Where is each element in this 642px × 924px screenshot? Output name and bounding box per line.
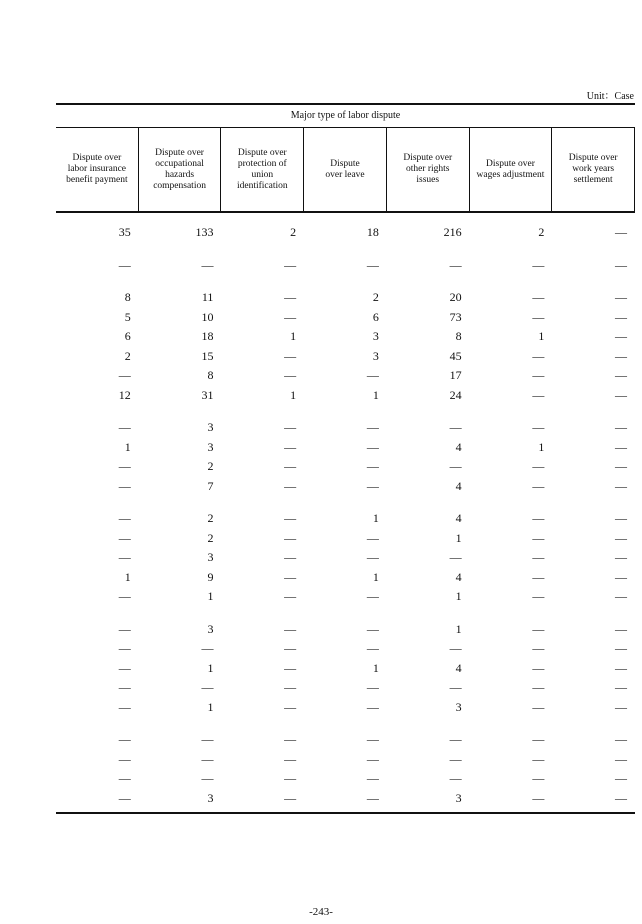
table-cell: — xyxy=(532,699,545,714)
table-row xyxy=(56,789,635,809)
table-cell: 3 xyxy=(207,550,214,565)
table-row xyxy=(56,256,635,276)
table-cell: — xyxy=(284,699,297,714)
table-cell: 3 xyxy=(207,420,214,435)
table-cell: — xyxy=(532,387,545,402)
table-row xyxy=(56,347,635,367)
table-cell: — xyxy=(532,290,545,305)
table-cell: 10 xyxy=(201,309,214,324)
table-cell: — xyxy=(615,589,628,604)
table-cell: — xyxy=(615,699,628,714)
table-cell: — xyxy=(615,439,628,454)
table-cell: 35 xyxy=(118,225,131,240)
table-cell: 133 xyxy=(195,225,214,240)
table-cell: — xyxy=(615,732,628,747)
table-cell: — xyxy=(284,621,297,636)
table-cell: — xyxy=(615,387,628,402)
table-row xyxy=(56,308,635,328)
table-cell: — xyxy=(532,368,545,383)
table-cell: — xyxy=(532,680,545,695)
table-cell: — xyxy=(201,257,214,272)
table-cell: — xyxy=(449,732,462,747)
table-cell: — xyxy=(532,771,545,786)
table-row xyxy=(56,639,635,659)
table-cell: — xyxy=(532,589,545,604)
table-cell: 3 xyxy=(372,348,379,363)
table-cell: 1 xyxy=(372,660,379,675)
table-row xyxy=(56,477,635,497)
table-cell: — xyxy=(532,569,545,584)
table-cell: 1 xyxy=(372,511,379,526)
table-cell: — xyxy=(118,621,131,636)
table-cell: 12 xyxy=(118,387,131,402)
column-header: Dispute over leave xyxy=(303,128,386,211)
table-cell: 15 xyxy=(201,348,214,363)
table-cell: 1 xyxy=(538,329,545,344)
table-cell: — xyxy=(201,771,214,786)
column-headers xyxy=(56,128,635,213)
table-cell: — xyxy=(449,641,462,656)
table-cell: — xyxy=(532,530,545,545)
table-cell: 4 xyxy=(455,660,462,675)
table-cell: 7 xyxy=(207,478,214,493)
table-cell: — xyxy=(201,680,214,695)
table-cell: — xyxy=(366,530,379,545)
table-cell: 8 xyxy=(207,368,214,383)
table-cell: — xyxy=(366,589,379,604)
table-row xyxy=(56,568,635,588)
table-row xyxy=(56,769,635,789)
table-cell: — xyxy=(366,751,379,766)
table-cell: — xyxy=(284,478,297,493)
column-header: Dispute over protection of union identification xyxy=(220,128,303,211)
table-cell: 45 xyxy=(449,348,462,363)
table-row xyxy=(56,698,635,718)
page-number: -243- xyxy=(309,906,333,918)
table-cell: — xyxy=(366,368,379,383)
group-spacer xyxy=(56,496,635,509)
table-cell: — xyxy=(532,257,545,272)
table-cell: 1 xyxy=(124,569,131,584)
table-cell: 1 xyxy=(124,439,131,454)
table-row xyxy=(56,223,635,243)
table-cell: 3 xyxy=(372,329,379,344)
table-cell: — xyxy=(118,589,131,604)
table-cell: — xyxy=(532,621,545,636)
table-row xyxy=(56,750,635,770)
table-cell: — xyxy=(449,257,462,272)
table-cell: 9 xyxy=(207,569,214,584)
table-cell: — xyxy=(615,368,628,383)
table-cell: 2 xyxy=(538,225,545,240)
group-spacer xyxy=(56,717,635,730)
table-cell: — xyxy=(284,589,297,604)
table-cell: — xyxy=(615,790,628,805)
table-cell: — xyxy=(284,569,297,584)
labor-dispute-table xyxy=(56,103,635,814)
table-cell: 17 xyxy=(449,368,462,383)
column-header: Dispute over occupational hazards compensation xyxy=(138,128,221,211)
table-cell: 18 xyxy=(201,329,214,344)
table-cell: — xyxy=(449,459,462,474)
table-cell: — xyxy=(118,660,131,675)
table-cell: — xyxy=(366,257,379,272)
table-row xyxy=(56,457,635,477)
column-header: Dispute over work years settlement xyxy=(551,128,635,211)
table-cell: — xyxy=(366,621,379,636)
table-cell: — xyxy=(615,478,628,493)
table-cell: — xyxy=(615,420,628,435)
table-cell: 1 xyxy=(455,621,462,636)
table-cell: — xyxy=(615,550,628,565)
table-cell: — xyxy=(532,511,545,526)
table-cell: — xyxy=(118,550,131,565)
table-cell: — xyxy=(284,641,297,656)
table-cell: — xyxy=(449,680,462,695)
table-row xyxy=(56,730,635,750)
table-cell: — xyxy=(366,732,379,747)
table-row xyxy=(56,587,635,607)
table-cell: — xyxy=(284,290,297,305)
table-row xyxy=(56,620,635,640)
table-cell: — xyxy=(532,660,545,675)
table-cell: — xyxy=(284,732,297,747)
table-row xyxy=(56,678,635,698)
table-cell: 2 xyxy=(124,348,131,363)
table-cell: — xyxy=(284,530,297,545)
table-cell: — xyxy=(284,660,297,675)
table-cell: — xyxy=(284,680,297,695)
table-cell: 2 xyxy=(290,225,297,240)
table-row xyxy=(56,366,635,386)
table-cell: — xyxy=(366,680,379,695)
group-spacer xyxy=(56,405,635,418)
column-header: Dispute over labor insurance benefit payment xyxy=(66,153,128,185)
table-cell: — xyxy=(366,420,379,435)
table-cell: 2 xyxy=(372,290,379,305)
table-cell: 2 xyxy=(207,511,214,526)
table-cell: — xyxy=(366,478,379,493)
table-cell: 4 xyxy=(455,511,462,526)
table-cell: — xyxy=(284,257,297,272)
table-cell: — xyxy=(284,459,297,474)
table-cell: — xyxy=(449,420,462,435)
table-bottom-rule xyxy=(56,812,635,814)
table-cell: 1 xyxy=(207,589,214,604)
table-cell: — xyxy=(366,699,379,714)
table-cell: — xyxy=(615,530,628,545)
table-cell: 2 xyxy=(207,530,214,545)
table-cell: 6 xyxy=(124,329,131,344)
table-cell: — xyxy=(366,439,379,454)
table-cell: — xyxy=(284,368,297,383)
table-cell: 1 xyxy=(538,439,545,454)
table-cell: — xyxy=(201,751,214,766)
table-cell: 2 xyxy=(207,459,214,474)
table-cell: — xyxy=(284,771,297,786)
table-cell: — xyxy=(615,459,628,474)
table-cell: — xyxy=(118,790,131,805)
table-cell: 4 xyxy=(455,439,462,454)
major-type-header: Major type of labor dispute xyxy=(56,105,635,128)
table-cell: — xyxy=(449,771,462,786)
table-cell: — xyxy=(118,530,131,545)
table-cell: — xyxy=(615,569,628,584)
table-cell: — xyxy=(284,511,297,526)
table-cell: — xyxy=(284,439,297,454)
table-row xyxy=(56,288,635,308)
table-cell: — xyxy=(284,751,297,766)
table-cell: 8 xyxy=(124,290,131,305)
table-cell: — xyxy=(366,641,379,656)
table-cell: — xyxy=(615,621,628,636)
table-cell: — xyxy=(201,641,214,656)
table-cell: — xyxy=(532,550,545,565)
table-cell: — xyxy=(118,257,131,272)
table-row xyxy=(56,509,635,529)
table-cell: — xyxy=(284,550,297,565)
table-row xyxy=(56,386,635,406)
table-cell: 20 xyxy=(449,290,462,305)
table-body xyxy=(56,213,635,812)
table-cell: — xyxy=(366,790,379,805)
table-cell: — xyxy=(118,641,131,656)
table-cell: — xyxy=(532,348,545,363)
table-cell: — xyxy=(615,751,628,766)
table-cell: 1 xyxy=(207,699,214,714)
group-spacer xyxy=(56,607,635,620)
table-cell: 18 xyxy=(366,225,379,240)
table-cell: 3 xyxy=(455,790,462,805)
table-cell: — xyxy=(532,641,545,656)
table-cell: — xyxy=(118,420,131,435)
table-cell: — xyxy=(532,478,545,493)
table-cell: 1 xyxy=(290,387,297,402)
table-cell: — xyxy=(366,771,379,786)
table-cell: — xyxy=(366,459,379,474)
table-cell: — xyxy=(366,550,379,565)
table-cell: — xyxy=(118,511,131,526)
table-cell: 31 xyxy=(201,387,214,402)
table-cell: — xyxy=(449,751,462,766)
table-cell: — xyxy=(284,348,297,363)
table-row xyxy=(56,327,635,347)
table-cell: — xyxy=(118,478,131,493)
table-cell: — xyxy=(118,368,131,383)
table-cell: 8 xyxy=(455,329,462,344)
table-cell: — xyxy=(615,641,628,656)
table-cell: 1 xyxy=(372,569,379,584)
table-cell: — xyxy=(284,420,297,435)
table-cell: 24 xyxy=(449,387,462,402)
table-row xyxy=(56,659,635,679)
table-cell: 5 xyxy=(124,309,131,324)
table-cell: — xyxy=(615,680,628,695)
table-cell: — xyxy=(201,732,214,747)
table-cell: — xyxy=(532,790,545,805)
table-cell: 1 xyxy=(372,387,379,402)
table-cell: — xyxy=(532,732,545,747)
table-cell: 216 xyxy=(443,225,462,240)
table-cell: 6 xyxy=(372,309,379,324)
column-header: Dispute over wages adjustment xyxy=(469,128,552,211)
table-cell: 1 xyxy=(207,660,214,675)
group-spacer xyxy=(56,243,635,256)
table-cell: — xyxy=(449,550,462,565)
table-cell: — xyxy=(118,732,131,747)
table-cell: 3 xyxy=(455,699,462,714)
table-cell: — xyxy=(284,309,297,324)
unit-label: Unit：Case xyxy=(586,91,634,102)
table-cell: 11 xyxy=(201,290,214,305)
table-row xyxy=(56,529,635,549)
table-cell: 3 xyxy=(207,439,214,454)
table-cell: — xyxy=(532,309,545,324)
table-cell: — xyxy=(118,680,131,695)
table-cell: 1 xyxy=(455,589,462,604)
table-cell: 1 xyxy=(290,329,297,344)
column-header: Dispute over other rights issues xyxy=(386,128,469,211)
table-cell: 3 xyxy=(207,790,214,805)
table-cell: 3 xyxy=(207,621,214,636)
table-cell: — xyxy=(615,771,628,786)
table-cell: 4 xyxy=(455,478,462,493)
table-cell: — xyxy=(615,348,628,363)
table-cell: — xyxy=(615,309,628,324)
table-cell: — xyxy=(615,225,628,240)
table-row xyxy=(56,438,635,458)
table-cell: — xyxy=(615,660,628,675)
group-spacer xyxy=(56,275,635,288)
table-cell: 4 xyxy=(455,569,462,584)
table-cell: — xyxy=(532,751,545,766)
table-cell: 73 xyxy=(449,309,462,324)
table-cell: — xyxy=(615,290,628,305)
table-cell: — xyxy=(118,459,131,474)
table-cell: — xyxy=(118,751,131,766)
table-cell: — xyxy=(284,790,297,805)
table-cell: — xyxy=(615,329,628,344)
table-row xyxy=(56,418,635,438)
table-cell: 1 xyxy=(455,530,462,545)
table-cell: — xyxy=(532,420,545,435)
table-cell: — xyxy=(118,699,131,714)
table-cell: — xyxy=(532,459,545,474)
table-cell: — xyxy=(615,257,628,272)
table-cell: — xyxy=(118,771,131,786)
table-row xyxy=(56,548,635,568)
table-cell: — xyxy=(615,511,628,526)
